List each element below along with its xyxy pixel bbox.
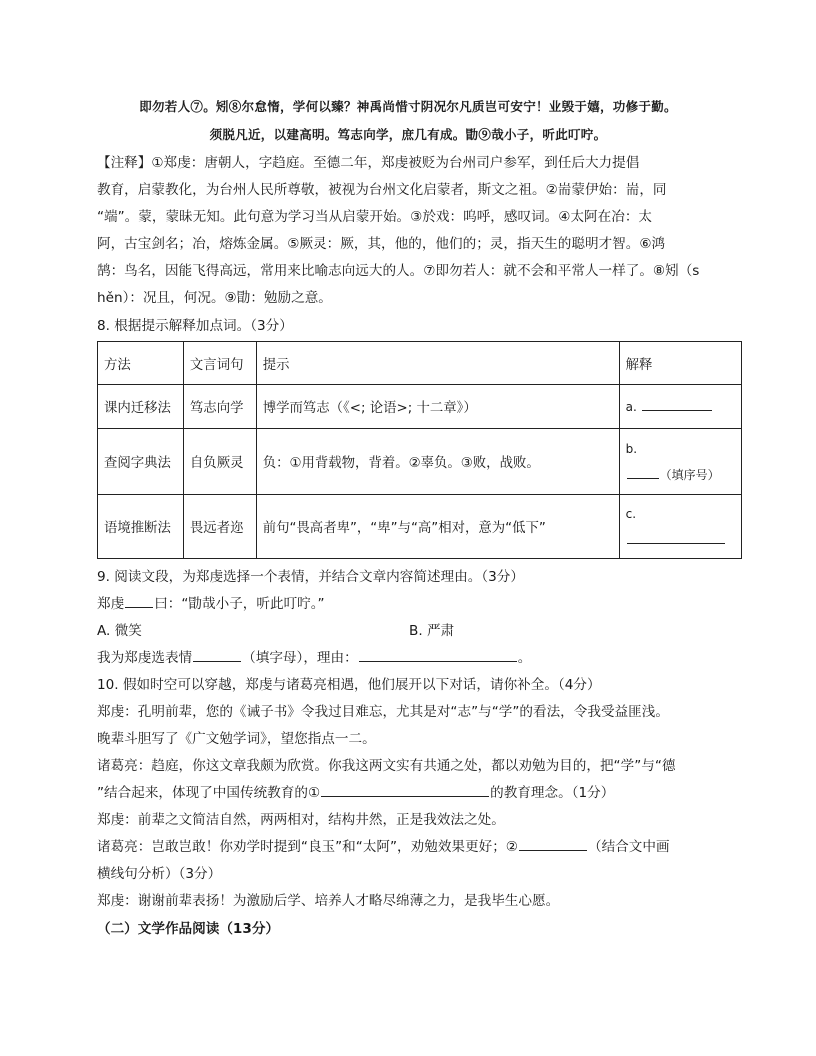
dialogue-line-7: 横线句分析）（3分） xyxy=(97,866,222,882)
hint-table xyxy=(97,341,742,559)
row1-hint: 博学而笃志（《<; 论语>; 十二章》） xyxy=(256,385,619,429)
row1-answer-prefix: a. xyxy=(625,399,637,414)
dialogue-line-4 xyxy=(97,781,614,801)
note-line-5: 鹄：鸟名，因能飞得高远，常用来比喻志向远大的人。⑦即勿若人：就不会和平常人一样了。⑧矧（s xyxy=(97,263,700,279)
education-concept-blank[interactable] xyxy=(321,795,489,797)
row1-phrase: 笃志向学 xyxy=(183,385,256,429)
row2-method: 查阅字典法 xyxy=(98,429,184,495)
dialogue-line-1: 郑虔：孔明前辈，您的《诫子书》令我过目难忘，尤其是对“志”与“学”的看法，令我受益匪浅。 xyxy=(97,704,669,720)
row1-answer[interactable] xyxy=(619,385,741,429)
d4-post: 的教育理念。（1分） xyxy=(490,785,615,801)
row2-answer-prefix: b. xyxy=(625,441,638,456)
letter-blank[interactable] xyxy=(193,660,241,662)
note-line-3: “端”。蒙，蒙昧无知。此句意为学习当从启蒙开始。③於戏：呜呼，感叹词。④太阿在冶：太 xyxy=(97,209,653,225)
question-8-title: 8. 根据提示解释加点词。（3分） xyxy=(97,318,293,334)
expression-blank[interactable] xyxy=(125,606,153,608)
q9-answer-end: 。 xyxy=(517,650,532,666)
option-b[interactable]: B. 严肃 xyxy=(409,623,455,639)
answer-blank-a[interactable] xyxy=(642,409,712,411)
d4-pre: ”结合起来，体现了中国传统教育的① xyxy=(97,785,321,801)
header-method: 方法 xyxy=(98,342,184,385)
dialogue-line-2: 晚辈斗胆写了《广文勉学词》，望您指点一二。 xyxy=(97,731,376,747)
d6-post: （结合文中画 xyxy=(587,839,670,855)
row2-phrase: 自负厥灵 xyxy=(183,429,256,495)
d6-pre: 诸葛亮：岂敢岂敢！你劝学时提到“良玉”和“太阿”，劝勉效果更好；② xyxy=(97,839,518,855)
reason-blank[interactable] xyxy=(359,660,517,662)
table-header-row xyxy=(98,342,742,385)
row3-answer-prefix: c. xyxy=(625,506,637,521)
header-hint: 提示 xyxy=(256,342,619,385)
answer-blank-c[interactable] xyxy=(627,542,725,544)
option-a[interactable]: A. 微笑 xyxy=(97,623,142,639)
q9-quote-pre: 郑虔 xyxy=(97,596,125,612)
table-row xyxy=(98,429,742,495)
note-line-2: 教育，启蒙教化，为台州人民所尊敬，被视为台州文化启蒙者，斯文之祖。②耑蒙伊始：耑，同 xyxy=(97,182,667,198)
q9-quote-post: 曰：“勖哉小子，听此叮咛。” xyxy=(154,596,325,612)
section-heading: （二）文学作品阅读（13分） xyxy=(97,921,280,937)
row3-phrase: 畏远者迩 xyxy=(183,495,256,559)
row3-method: 语境推断法 xyxy=(98,495,184,559)
table-row xyxy=(98,495,742,559)
q9-answer-pre: 我为郑虔选表情 xyxy=(97,650,193,666)
classical-text-line-1: 即勿若人⑦。矧⑧尔怠惰，学何以臻？神禹尚惜寸阴况尔凡质岂可安宁！业毁于嬉，功修于勤。 xyxy=(139,99,677,114)
row3-hint: 前句“畏高者卑”，“卑”与“高”相对，意为“低下” xyxy=(256,495,619,559)
dialogue-line-3: 诸葛亮：趋庭，你这文章我颇为欣赏。你我这两文实有共通之处，都以劝勉为目的，把“学”与“德 xyxy=(97,758,676,774)
row2-hint: 负：①用背载物，背着。②辜负。③败，战败。 xyxy=(256,429,619,495)
question-9-quote xyxy=(97,592,325,612)
header-answer: 解释 xyxy=(619,342,741,385)
table-row xyxy=(98,385,742,429)
dialogue-line-5: 郑虔：前辈之文简洁自然，两两相对，结构井然，正是我效法之处。 xyxy=(97,812,505,828)
q9-answer-mid: （填字母），理由： xyxy=(242,650,358,666)
question-9-answer xyxy=(97,646,531,666)
note-line-6: hěn）：况且，何况。⑨勖：勉励之意。 xyxy=(97,290,332,306)
row2-answer-suffix: （填序号） xyxy=(659,467,720,482)
answer-blank-b[interactable] xyxy=(627,477,659,479)
note-line-4: 阿，古宝剑名；冶，熔炼金属。⑤厥灵：厥，其，他的，他们的；灵，指天生的聪明才智。⑥鸿 xyxy=(97,236,666,252)
analysis-blank[interactable] xyxy=(519,849,587,851)
dialogue-line-8: 郑虔：谢谢前辈表扬！为激励后学、培养人才略尽绵薄之力，是我毕生心愿。 xyxy=(97,893,560,909)
row3-answer[interactable] xyxy=(619,495,741,559)
dialogue-line-6 xyxy=(97,835,670,855)
row2-answer[interactable] xyxy=(619,429,741,495)
question-9-title: 9. 阅读文段，为郑虔选择一个表情，并结合文章内容简述理由。（3分） xyxy=(97,569,524,585)
note-line-1: 【注释】①郑虔：唐朝人，字趋庭。至德二年，郑虔被贬为台州司户参军，到任后大力提倡 xyxy=(97,155,640,171)
row1-method: 课内迁移法 xyxy=(98,385,184,429)
header-phrase: 文言词句 xyxy=(183,342,256,385)
question-10-title: 10. 假如时空可以穿越，郑虔与诸葛亮相遇，他们展开以下对话，请你补全。（4分） xyxy=(97,677,601,693)
classical-text-line-2: 须脱凡近，以建高明。笃志向学，庶几有成。勖⑨哉小子，听此叮咛。 xyxy=(209,127,607,142)
